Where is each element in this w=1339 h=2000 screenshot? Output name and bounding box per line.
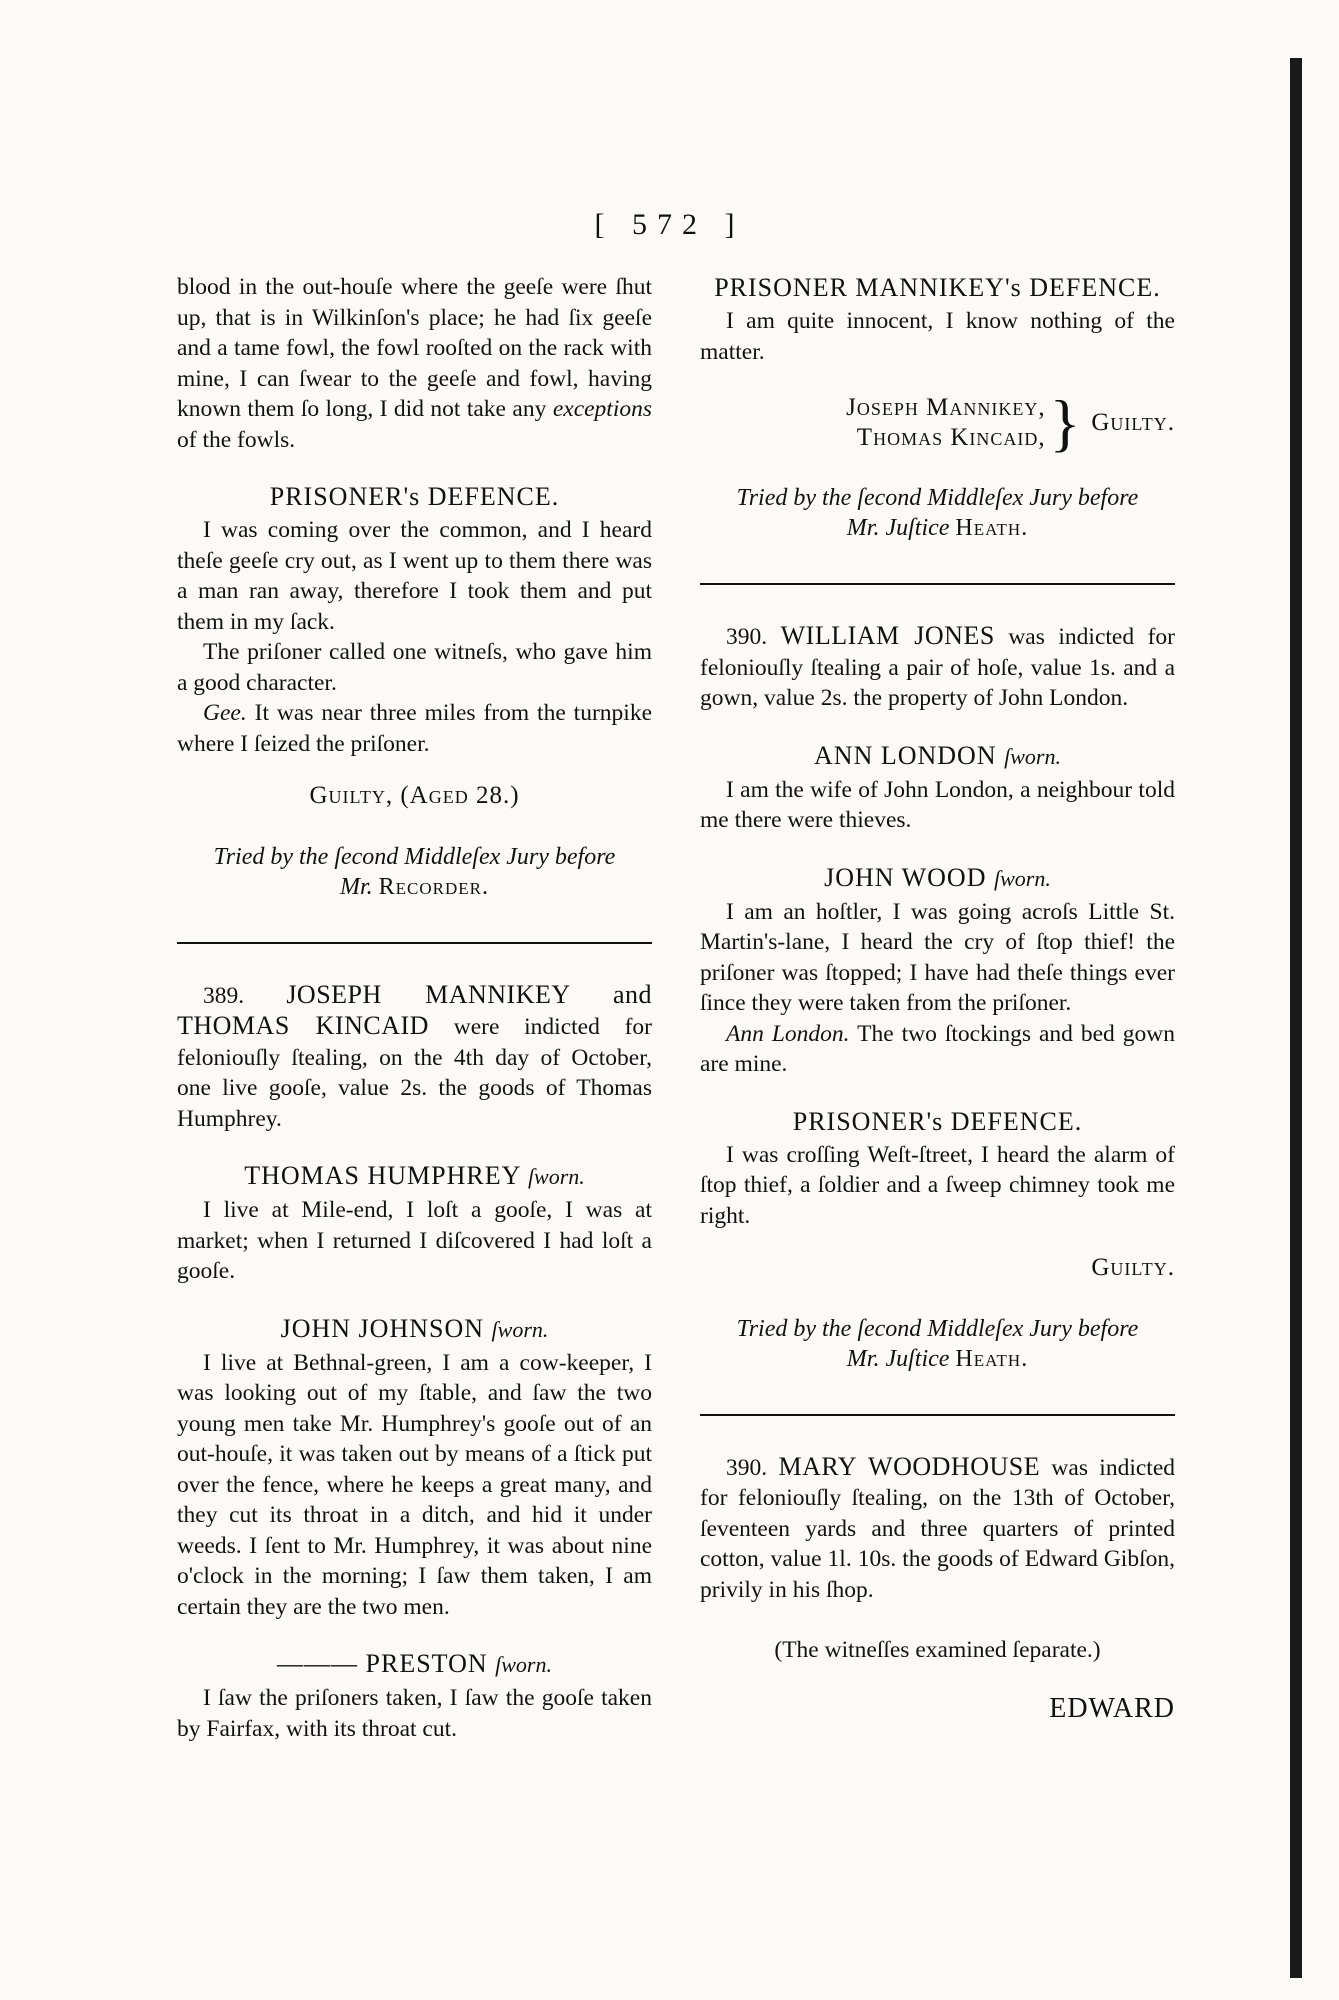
paragraph-mannikey-defence: I am quite innocent, I know nothing of the matter. (700, 308, 1175, 365)
speaker-gee: Gee. (203, 700, 247, 726)
heading-ann-london: ANN LONDON ſworn. (814, 740, 1061, 770)
paragraph-defence-2: I was croſſing Weſt-ſtreet, I heard the alarm of ſtop thief, a ſoldier and a ſweep chimney took me right. (700, 1141, 1175, 1229)
right-column (700, 272, 1175, 1724)
page-number: [ 572 ] (594, 208, 745, 241)
defendant-name: Thomas Kincaid, (856, 424, 1046, 451)
paragraph-witness-called: The priſoner called one witneſs, who gave him a good character. (177, 639, 652, 696)
verdict-brace-group (700, 387, 1175, 458)
section-divider (177, 942, 652, 944)
page-edge-bar (1290, 58, 1302, 1978)
testimony-john-wood: I am an hoſtler, I was going acroſs Little St. Martin's-lane, I heard the cry of ſtop thief! the priſoner was ſtopped; I have had theſe things ever ſince they were taken from the priſoner. (700, 898, 1175, 1016)
heading-preston: ——— PRESTON ſworn. (277, 1649, 552, 1678)
verdict-guilty: Guilty. (1091, 408, 1175, 436)
tried-before-heath: Tried by the ſecond Middleſex Jury before Mr. Juſtice Heath. (736, 485, 1139, 541)
brace-icon: } (1049, 387, 1082, 458)
defendant-name: Joseph Mannikey, (846, 394, 1046, 421)
heading-prisoner-defence: PRISONER's DEFENCE. (269, 482, 560, 511)
paragraph-ann-london: Ann London. The two ſtockings and bed gown are mine. (700, 1020, 1176, 1077)
section-divider (700, 583, 1175, 585)
case-390-woodhouse: 390. MARY WOODHOUSE was indicted for feloniouſly ſtealing, on the 13th of October, ſeventeen yards and three quarters of printed cotton, value 1l. 10s. the goods of Edward Gibſon, privily in his ſhop. (700, 1451, 1175, 1603)
verdict-guilty-2: Guilty. (1091, 1254, 1175, 1281)
paragraph-continuation: blood in the out-houſe where the geeſe were ſhut up, that is in Wilkinſon's place; he had ſix geeſe and a tame fowl, the fowl rooſted on the rack with mine, I can ſwear to the geeſe and fowl, having known them ſo long, I did not take any exceptions of the fowls. (177, 274, 653, 453)
left-column (177, 272, 652, 1744)
section-divider (700, 1414, 1175, 1416)
testimony-ann-london: I am the wife of John London, a neighbour told me there were thieves. (700, 776, 1175, 833)
testimony-johnson: I live at Bethnal-green, I am a cow-keeper, I was looking out of my ſtable, and ſaw the two young men take Mr. Humphrey's gooſe out of an out-houſe, it was taken out by means of a ſtick put over the fence, where he keeps a great many, and they cut its throat in a ditch, and hid it under weeds. I ſent to Mr. Humphrey, it was about nine o'clock in the morning; I ſaw them taken, I am certain they are the two men. (177, 1349, 652, 1620)
paragraph-defence: I was coming over the common, and I heard theſe geeſe cry out, as I went up to them there was a man ran away, therefore I took them and put them in my ſack. (177, 517, 652, 635)
tried-before-recorder: Tried by the ſecond Middleſex Jury before Mr. Recorder. (213, 843, 616, 900)
case-389: 389. JOSEPH MANNIKEY and THOMAS KINCAID were indicted for feloniouſly ſtealing, on the 4th day of October, one live gooſe, value 2s. the goods of Thomas Humphrey. (177, 979, 653, 1132)
verdict-guilty-aged: Guilty, (Aged 28.) (309, 782, 520, 809)
heading-mannikey-defence: PRISONER MANNIKEY's DEFENCE. (714, 273, 1161, 302)
paragraph-gee: Gee. It was near three miles from the turnpike where I ſeized the priſoner. (177, 700, 653, 757)
heading-john-wood: JOHN WOOD ſworn. (824, 862, 1051, 892)
case-390-jones: 390. WILLIAM JONES was indicted for feloniouſly ſtealing a pair of hoſe, value 1s. and a gown, value 2s. the property of John London. (700, 621, 1175, 711)
catchword: EDWARD (1049, 1692, 1175, 1724)
heading-prisoner-defence-2: PRISONER's DEFENCE. (792, 1106, 1083, 1136)
heading-thomas-humphrey: THOMAS HUMPHREY ſworn. (244, 1161, 585, 1190)
testimony-preston: I ſaw the priſoners taken, I ſaw the gooſe taken by Fairfax, with its throat cut. (177, 1685, 652, 1742)
tried-before-heath-2: Tried by the ſecond Middleſex Jury before Mr. Juſtice Heath. (736, 1315, 1139, 1372)
note-witnesses: (The witneſſes examined ſeparate.) (774, 1637, 1101, 1663)
heading-john-johnson: JOHN JOHNSON ſworn. (280, 1313, 549, 1343)
testimony-humphrey: I live at Mile-end, I loſt a gooſe, I was at market; when I returned I diſcovered I had loſt a gooſe. (177, 1197, 652, 1284)
